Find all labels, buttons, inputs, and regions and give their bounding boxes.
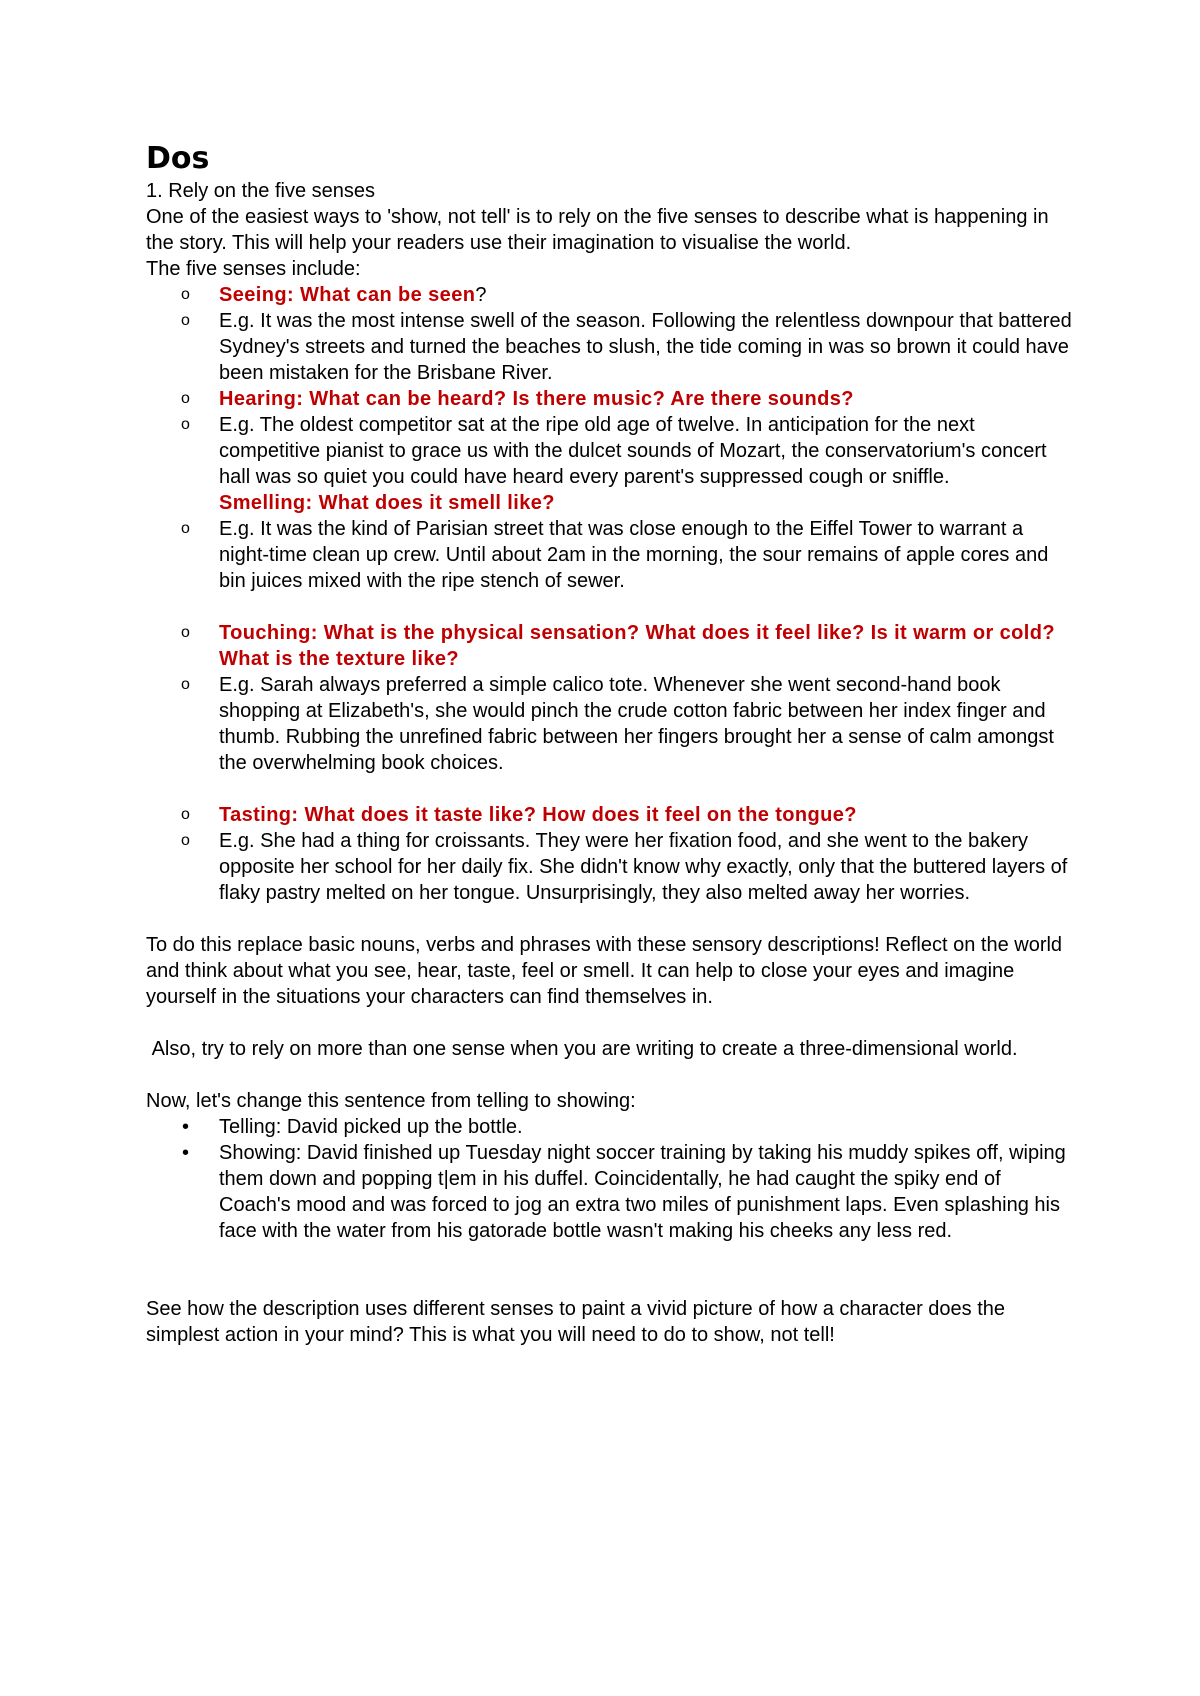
telling-showing-list (146, 1114, 1076, 1244)
sense-example-text: E.g. It was the kind of Parisian street that was close enough to the Eiffel Tower to warrant a night-time clean up crew. Until about 2am in the morning, the sour remains of apple cores and bin juices mixed with the ripe stench of sewer. (219, 518, 1049, 592)
senses-intro: The five senses include: (146, 258, 361, 280)
spacer (146, 906, 1076, 932)
sense-example-text: E.g. Sarah always preferred a simple calico tote. Whenever she went second-hand book shopping at Elizabeth's, she would pinch the crude cotton fabric between her index finger and thumb. Rubbing the unrefined fabric between her fingers brought her a sense of calm amongst the overwhelming book choices. (219, 674, 1054, 774)
bullet-icon: o (181, 390, 190, 407)
bullet-icon: o (181, 806, 190, 823)
spacer (146, 1270, 1076, 1296)
sense-prompt-seeing (181, 282, 1076, 308)
sense-example-smelling (181, 516, 1076, 594)
bullet-icon: o (181, 312, 190, 329)
sense-prompt-tasting (181, 802, 1076, 828)
document-page (146, 140, 1076, 1348)
replace-paragraph: To do this replace basic nouns, verbs and phrases with these sensory descriptions! Reflect on the world and think about what you see, hear, taste, feel or smell. It can help to close your eyes and imagine yourself in the situations your characters can find themselves in. (146, 934, 1063, 1008)
spacer (146, 1062, 1076, 1088)
sense-prompt-text: Touching: What is the physical sensation? What does it feel like? Is it warm or cold? What is the texture like? (219, 622, 1055, 670)
bullet-icon: o (181, 286, 190, 303)
sense-example-text: E.g. The oldest competitor sat at the ripe old age of twelve. In anticipation for the next competitive pianist to grace us with the dulcet sounds of Mozart, the conservatorium's concert hall was so quiet you could have heard every parent's suppressed cough or sniffle. (219, 414, 1047, 488)
bullet-icon: o (181, 676, 190, 693)
sense-prompt-touching (181, 620, 1076, 672)
bullet-dot-icon: • (182, 1116, 190, 1138)
bullet-icon: o (181, 624, 190, 641)
sense-prompt-text: Tasting: What does it taste like? How does it feel on the tongue? (219, 804, 857, 826)
showing-text: Showing: David finished up Tuesday night soccer training by taking his muddy spikes off, wiping them down and popping t|em in his duffel. Coincidentally, he had caught the spiky end of Coach's mood and was forced to jog an extra two miles of punishment laps. Even splashing his face with the water from his gatorade bottle wasn't making his cheeks any less red. (219, 1142, 1066, 1242)
sense-example-hearing (181, 412, 1076, 490)
change-intro: Now, let's change this sentence from telling to showing: (146, 1090, 636, 1112)
telling-text: Telling: David picked up the bottle. (219, 1116, 523, 1138)
bullet-dot-icon: • (182, 1142, 190, 1164)
sense-prompt-text: Smelling: What does it smell like? (219, 492, 555, 514)
closing-paragraph: See how the description uses different senses to paint a vivid picture of how a character does the simplest action in your mind? This is what you will need to do to show, not tell! (146, 1298, 1006, 1346)
spacer (219, 594, 1076, 620)
sense-example-tasting (181, 828, 1076, 906)
spacer (219, 776, 1076, 802)
senses-list (146, 282, 1076, 906)
bullet-icon: o (181, 520, 190, 537)
bullet-icon: o (181, 832, 190, 849)
section-subheading: 1. Rely on the five senses (146, 180, 376, 202)
intro-paragraph: One of the easiest ways to 'show, not tell' is to rely on the five senses to describe what is happening in the story. This will help your readers use their imagination to visualise the world. (146, 206, 1049, 254)
sense-example-seeing (181, 308, 1076, 386)
also-paragraph: Also, try to rely on more than one sense when you are writing to create a three-dimensional world. (146, 1038, 1018, 1060)
sense-prompt-hearing (181, 386, 1076, 412)
sense-example-touching (181, 672, 1076, 776)
sense-prompt-smelling (219, 490, 1076, 516)
showing-item (182, 1140, 1076, 1244)
sense-prompt-text: Hearing: What can be heard? Is there music? Are there sounds? (219, 388, 854, 410)
bullet-icon: o (181, 416, 190, 433)
spacer (146, 1244, 1076, 1270)
sense-example-text: E.g. She had a thing for croissants. They were her fixation food, and she went to the bakery opposite her school for her daily fix. She didn't know why exactly, only that the buttered layers of flaky pastry melted on her tongue. Unsurprisingly, they also melted away her worries. (219, 830, 1068, 904)
sense-example-text: E.g. It was the most intense swell of the season. Following the relentless downpour that battered Sydney's streets and turned the beaches to slush, the tide coming in was so brown it could have been mistaken for the Brisbane River. (219, 310, 1072, 384)
spacer (146, 1010, 1076, 1036)
page-title: Dos (146, 141, 210, 176)
sense-prompt-suffix: ? (475, 284, 487, 306)
sense-prompt-text: Seeing: What can be seen (219, 284, 476, 306)
telling-item (182, 1114, 1076, 1140)
